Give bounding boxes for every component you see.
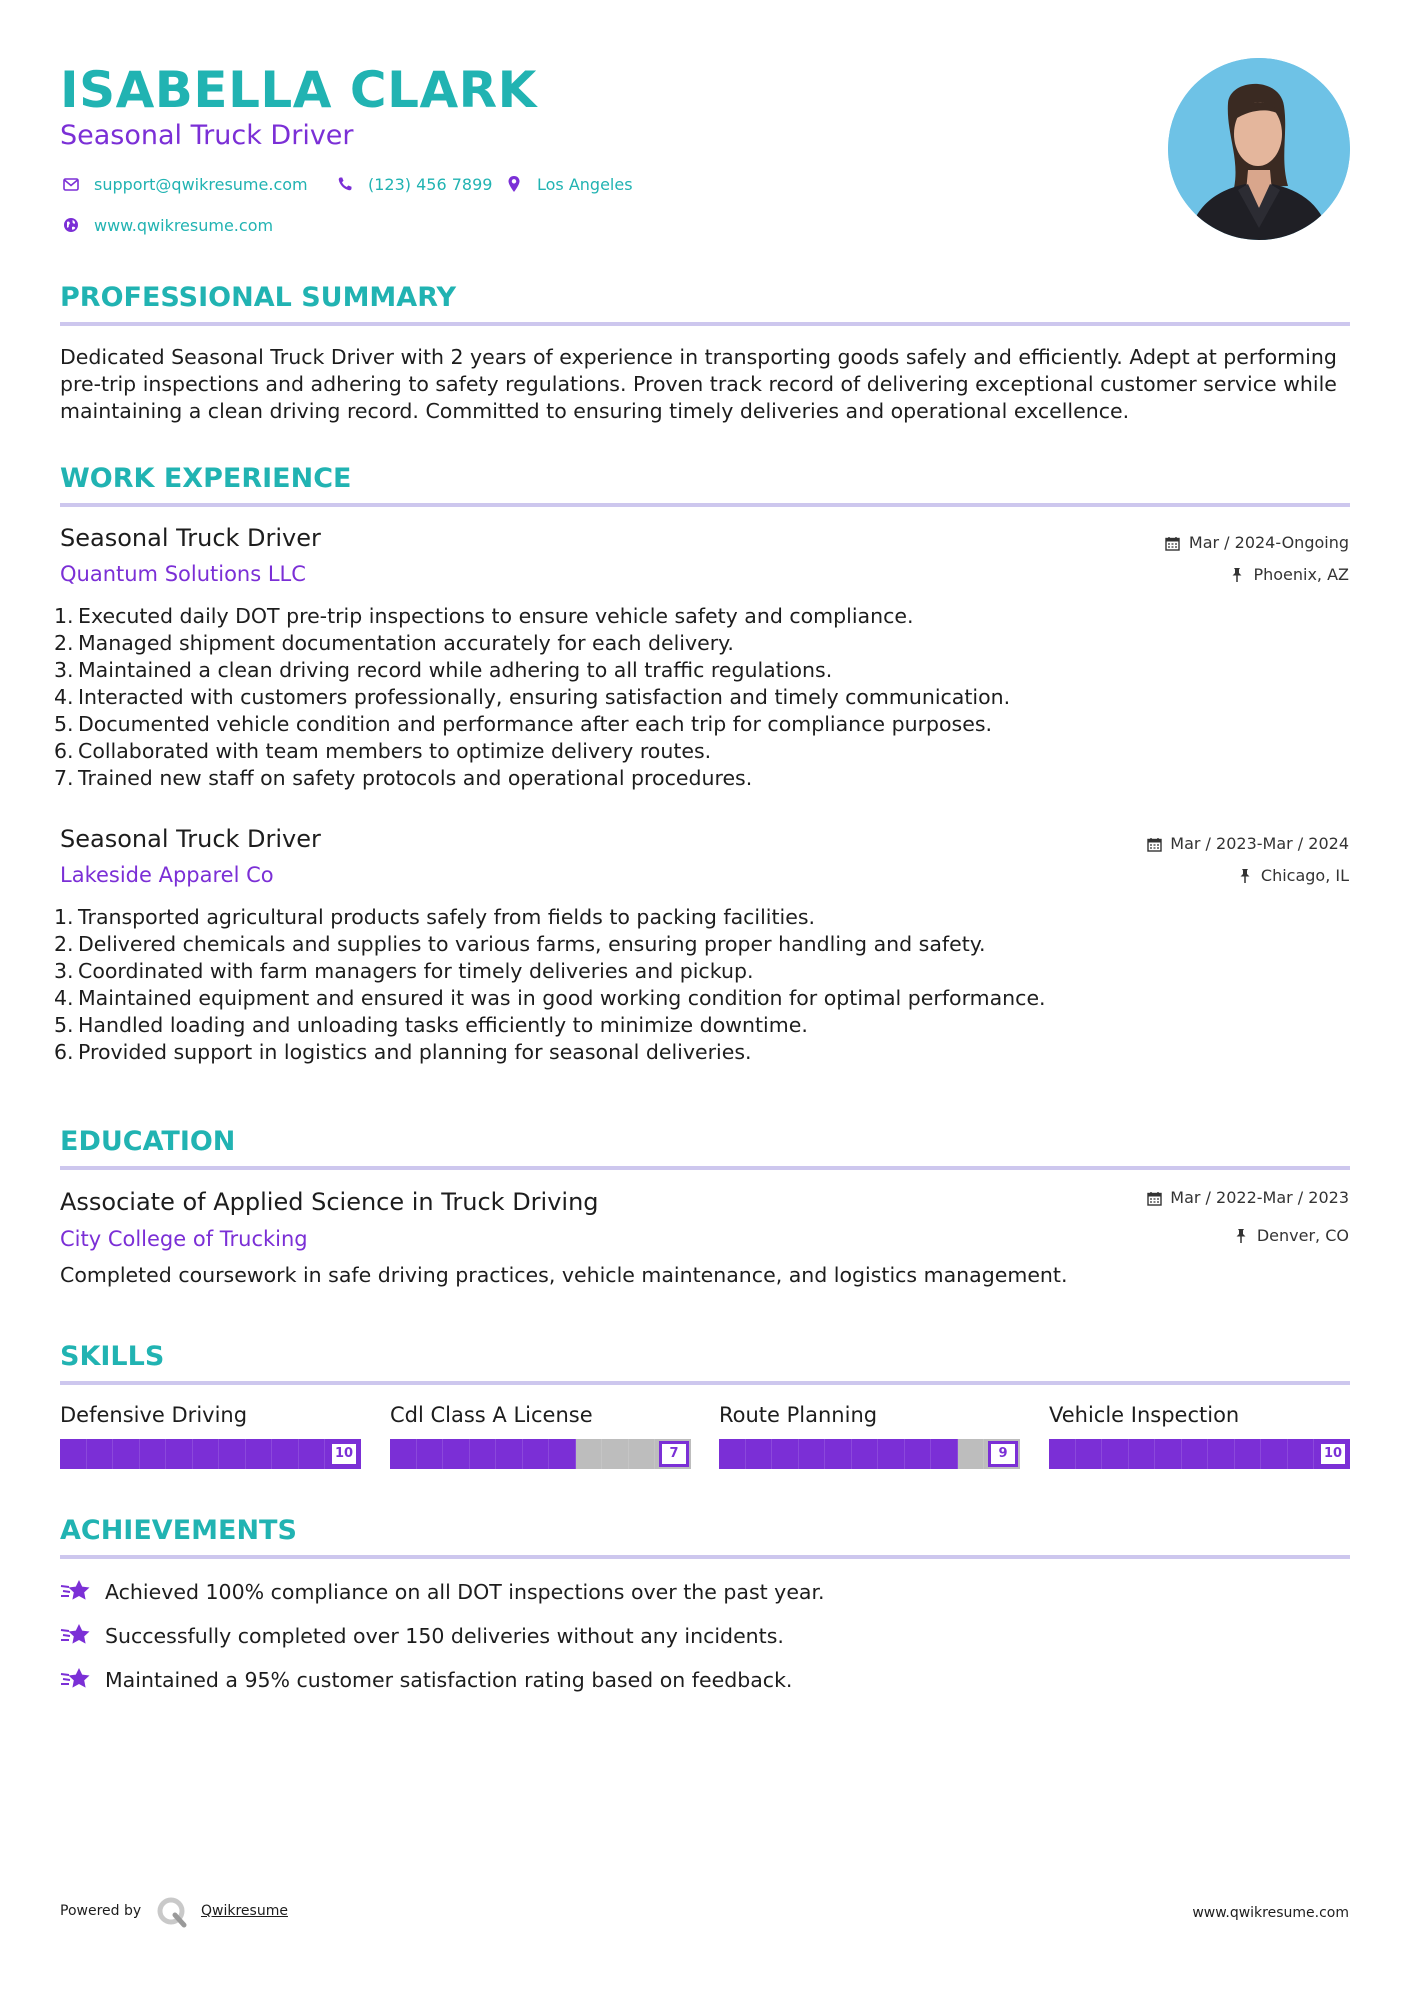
education-dates [1145,1187,1349,1209]
skill-segment-empty [958,1439,985,1469]
skill-level-bar [60,1439,361,1469]
skill-level-badge: 7 [659,1441,689,1467]
list-item: 5. Documented vehicle condition and performance after each trip for compliance purposes. [54,712,993,736]
skill-item [390,1401,691,1469]
summary-text: Dedicated Seasonal Truck Driver with 2 years of experience in transporting goods safely and efficiently. Adept at performing pre-trip inspections and adhering to safety regulations. Proven track record of delivering exceptional customer service while maintaining a clean driving record. Committed to ensuring timely deliveries and operational excellence. [60,345,1337,423]
skill-segment-filled [299,1439,326,1469]
skills-heading: SKILLS [60,1341,165,1372]
skill-level-bar [719,1439,1020,1469]
skill-segment-filled [1129,1439,1156,1469]
skill-segment-filled [113,1439,140,1469]
skill-segment-filled [390,1439,417,1469]
skill-item [1049,1401,1350,1469]
job-location [1228,564,1349,586]
skill-segment-filled [443,1439,470,1469]
section-divider [60,1555,1350,1559]
skill-segment-filled [852,1439,879,1469]
skill-segment-filled [1102,1439,1129,1469]
skill-segment-filled [140,1439,167,1469]
skill-segment-filled [470,1439,497,1469]
shooting-star-icon [60,1665,92,1695]
contact-email[interactable] [60,172,308,196]
skill-segment-filled [1288,1439,1315,1469]
footer-brand-link[interactable]: Qwikresume [201,1903,288,1919]
skill-segment-filled [417,1439,444,1469]
skill-segment-filled [1049,1439,1076,1469]
list-item: 2. Managed shipment documentation accurately for each delivery. [54,631,734,655]
skill-segment-empty [602,1439,629,1469]
achievement-text: Maintained a 95% customer satisfaction rating based on feedback. [105,1668,793,1692]
achievements-heading: ACHIEVEMENTS [60,1515,297,1546]
list-item: 1. Executed daily DOT pre-trip inspections to ensure vehicle safety and compliance. [54,604,914,628]
summary-heading: PROFESSIONAL SUMMARY [60,282,457,313]
achievement-text: Successfully completed over 150 deliveries without any incidents. [105,1624,784,1648]
phone-text: (123) 456 7899 [368,174,493,194]
skill-level-badge: 10 [329,1441,359,1467]
skill-segment-filled [1155,1439,1182,1469]
skill-segment-filled [1182,1439,1209,1469]
job-location-text: Chicago, IL [1260,866,1349,885]
profile-photo [1168,58,1350,240]
education-location-text: Denver, CO [1256,1226,1349,1245]
degree-title: Associate of Applied Science in Truck Driving [60,1188,599,1216]
website-text: www.qwikresume.com [94,215,274,235]
skill-item [719,1401,1020,1469]
section-divider [60,322,1350,326]
skill-segment-filled [523,1439,550,1469]
skill-segment-filled [1076,1439,1103,1469]
section-divider [60,1381,1350,1385]
list-item: 4. Maintained equipment and ensured it was in good working condition for optimal performance. [54,986,1046,1010]
job-dates-text: Mar / 2024-Ongoing [1188,533,1349,552]
skill-segment-filled [905,1439,932,1469]
list-item: 3. Coordinated with farm managers for timely deliveries and pickup. [54,959,754,983]
skill-name: Vehicle Inspection [1049,1403,1240,1427]
qwikresume-logo-icon [156,1896,188,1928]
globe-icon [60,214,82,236]
achievement-item [60,1621,784,1651]
skill-segment-filled [746,1439,773,1469]
skill-level-badge: 10 [1318,1441,1348,1467]
achievement-item [60,1665,792,1695]
skill-segment-filled [246,1439,273,1469]
job-duties-list [54,904,1324,1066]
footer-url[interactable]: www.qwikresume.com [1192,1905,1349,1921]
skill-segment-filled [1235,1439,1262,1469]
skill-segment-filled [219,1439,246,1469]
shooting-star-icon [60,1577,92,1607]
pushpin-icon [1232,1227,1250,1245]
section-divider [60,503,1350,507]
skill-segment-filled [1261,1439,1288,1469]
list-item: 4. Interacted with customers professionally, ensuring satisfaction and timely communication. [54,685,1011,709]
achievement-text: Achieved 100% compliance on all DOT inspections over the past year. [105,1580,825,1604]
list-item: 1. Transported agricultural products safely from fields to packing facilities. [54,905,816,929]
list-item: 5. Handled loading and unloading tasks efficiently to minimize downtime. [54,1013,808,1037]
company-name: Quantum Solutions LLC [60,562,306,586]
job-duties-list [54,603,1324,792]
job-title: Seasonal Truck Driver [60,825,321,853]
skill-segment-filled [549,1439,576,1469]
skill-level-bar [1049,1439,1350,1469]
skill-item [60,1401,361,1469]
calendar-icon [1145,835,1163,853]
contact-location [503,172,633,196]
calendar-icon [1164,534,1182,552]
experience-heading: WORK EXPERIENCE [60,463,352,494]
school-name: City College of Trucking [60,1227,308,1251]
skill-segment-filled [60,1439,87,1469]
skill-segment-filled [87,1439,114,1469]
skill-name: Route Planning [719,1403,878,1427]
skill-segment-filled [272,1439,299,1469]
list-item: 6. Collaborated with team members to optimize delivery routes. [54,739,712,763]
location-text: Los Angeles [537,174,633,194]
skill-segment-filled [825,1439,852,1469]
job-dates [1145,833,1349,855]
skill-name: Defensive Driving [60,1403,248,1427]
list-item: 6. Provided support in logistics and planning for seasonal deliveries. [54,1040,752,1064]
skill-segment-filled [193,1439,220,1469]
list-item: 3. Maintained a clean driving record while adhering to all traffic regulations. [54,658,833,682]
job-location [1236,865,1349,887]
education-location [1232,1225,1349,1247]
contact-website[interactable] [60,213,273,237]
skill-segment-filled [799,1439,826,1469]
skill-segment-filled [166,1439,193,1469]
calendar-icon [1145,1189,1163,1207]
contact-phone[interactable] [334,172,492,196]
section-divider [60,1166,1350,1170]
map-pin-icon [503,173,525,195]
list-item: 7. Trained new staff on safety protocols and operational procedures. [54,766,753,790]
envelope-icon [60,173,82,195]
skill-name: Cdl Class A License [390,1403,593,1427]
skill-segment-filled [1208,1439,1235,1469]
skill-segment-filled [719,1439,746,1469]
skill-segment-filled [496,1439,523,1469]
email-text: support@qwikresume.com [94,174,308,194]
pushpin-icon [1236,867,1254,885]
job-dates [1164,532,1349,554]
footer-powered-by: Powered by [60,1903,142,1919]
shooting-star-icon [60,1621,92,1651]
job-dates-text: Mar / 2023-Mar / 2024 [1170,834,1349,853]
education-dates-text: Mar / 2022-Mar / 2023 [1170,1188,1349,1207]
skill-segment-filled [772,1439,799,1469]
education-heading: EDUCATION [60,1126,236,1157]
skill-level-badge: 9 [988,1441,1018,1467]
phone-icon [334,173,356,195]
job-location-text: Phoenix, AZ [1253,565,1349,584]
list-item: 2. Delivered chemicals and supplies to various farms, ensuring proper handling and safety. [54,932,986,956]
pushpin-icon [1228,566,1246,584]
candidate-name: ISABELLA CLARK [60,61,537,119]
job-title: Seasonal Truck Driver [60,524,321,552]
skill-segment-filled [878,1439,905,1469]
candidate-role: Seasonal Truck Driver [60,120,354,151]
company-name: Lakeside Apparel Co [60,863,274,887]
skill-level-bar [390,1439,691,1469]
achievement-item [60,1577,825,1607]
skill-segment-empty [576,1439,603,1469]
skill-segment-filled [931,1439,958,1469]
skill-segment-empty [629,1439,656,1469]
education-description: Completed coursework in safe driving practices, vehicle maintenance, and logistics management. [60,1263,1068,1287]
